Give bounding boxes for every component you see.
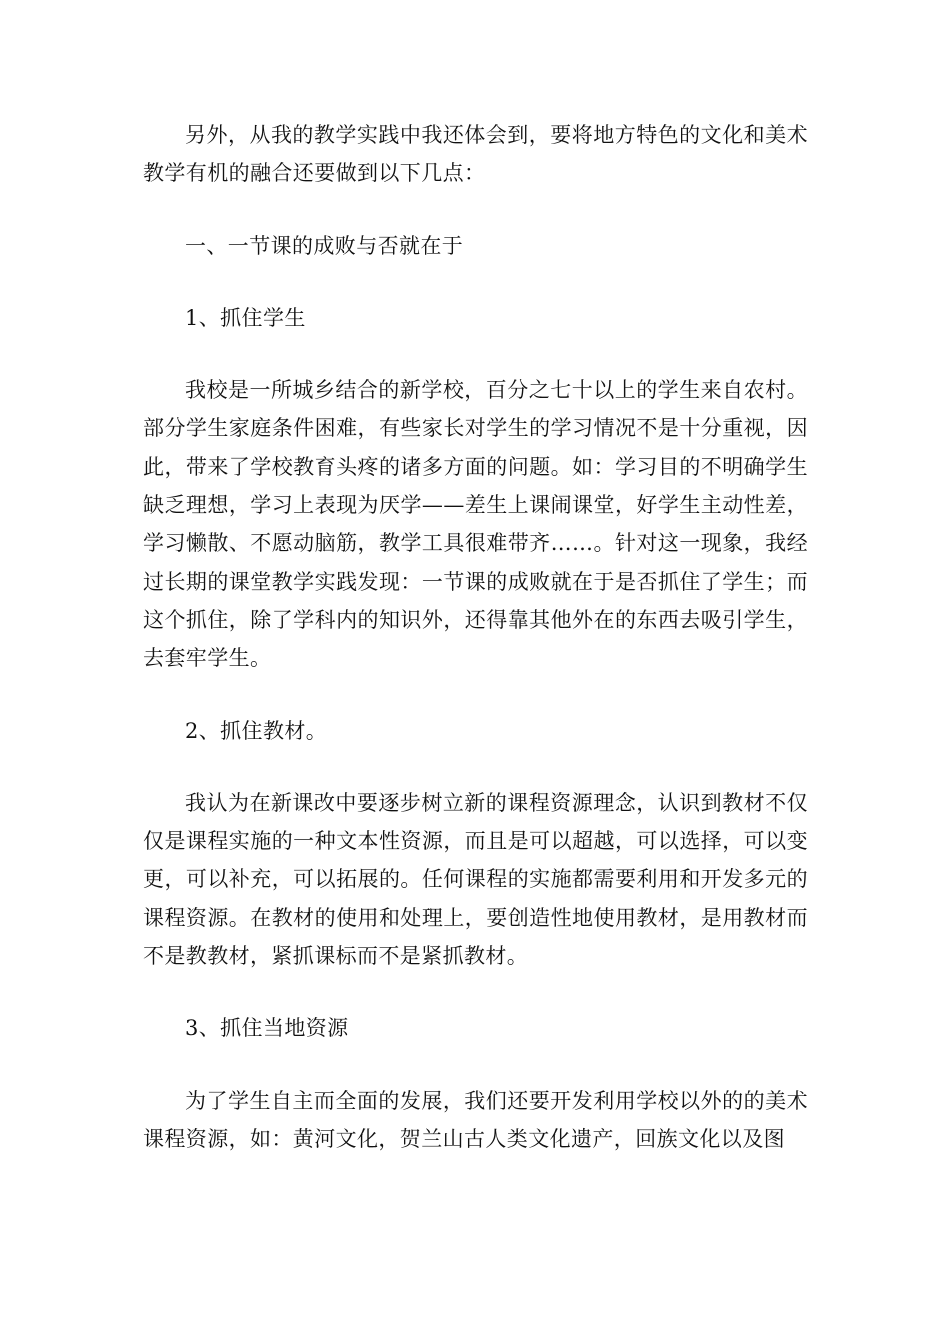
paragraph-textbook: 我认为在新课改中要逐步树立新的课程资源理念，认识到教材不仅仅是课程实施的一种文本性资源，而且是可以超越，可以选择，可以变更，可以补充，可以拓展的。任何课程的实施都需要利用和开发多元的课程资源。在教材的使用和处理上，要创造性地使用教材，是用教材而不是教教材，紧抓课标而不是紧抓教材。: [143, 790, 808, 969]
subheading-students: 1、抓住学生: [185, 305, 306, 330]
paragraph-local-resources: 为了学生自主而全面的发展，我们还要开发利用学校以外的的美术课程资源，如：黄河文化，贺兰山古人类文化遗产，回族文化以及图: [143, 1088, 808, 1151]
subheading-textbook: 2、抓住教材。: [185, 718, 328, 743]
paragraph-intro: 另外，从我的教学实践中我还体会到，要将地方特色的文化和美术教学有机的融合还要做到以下几点：: [143, 123, 808, 186]
document-body: [143, 116, 808, 1192]
paragraph-students: 我校是一所城乡结合的新学校，百分之七十以上的学生来自农村。部分学生家庭条件困难，有些家长对学生的学习情况不是十分重视，因此，带来了学校教育头疼的诸多方面的问题。如：学习目的不明确学生缺乏理想，学习上表现为厌学——差生上课闹课堂，好学生主动性差，学习懒散、不愿动脑筋，教学工具很难带齐……。针对这一现象，我经过长期的课堂教学实践发现：一节课的成败就在于是否抓住了学生；而这个抓住，除了学科内的知识外，还得靠其他外在的东西去吸引学生，去套牢学生。: [143, 378, 808, 671]
section-heading-1: 一、一节课的成败与否就在于: [185, 233, 464, 258]
subheading-local-resources: 3、抓住当地资源: [185, 1016, 349, 1041]
